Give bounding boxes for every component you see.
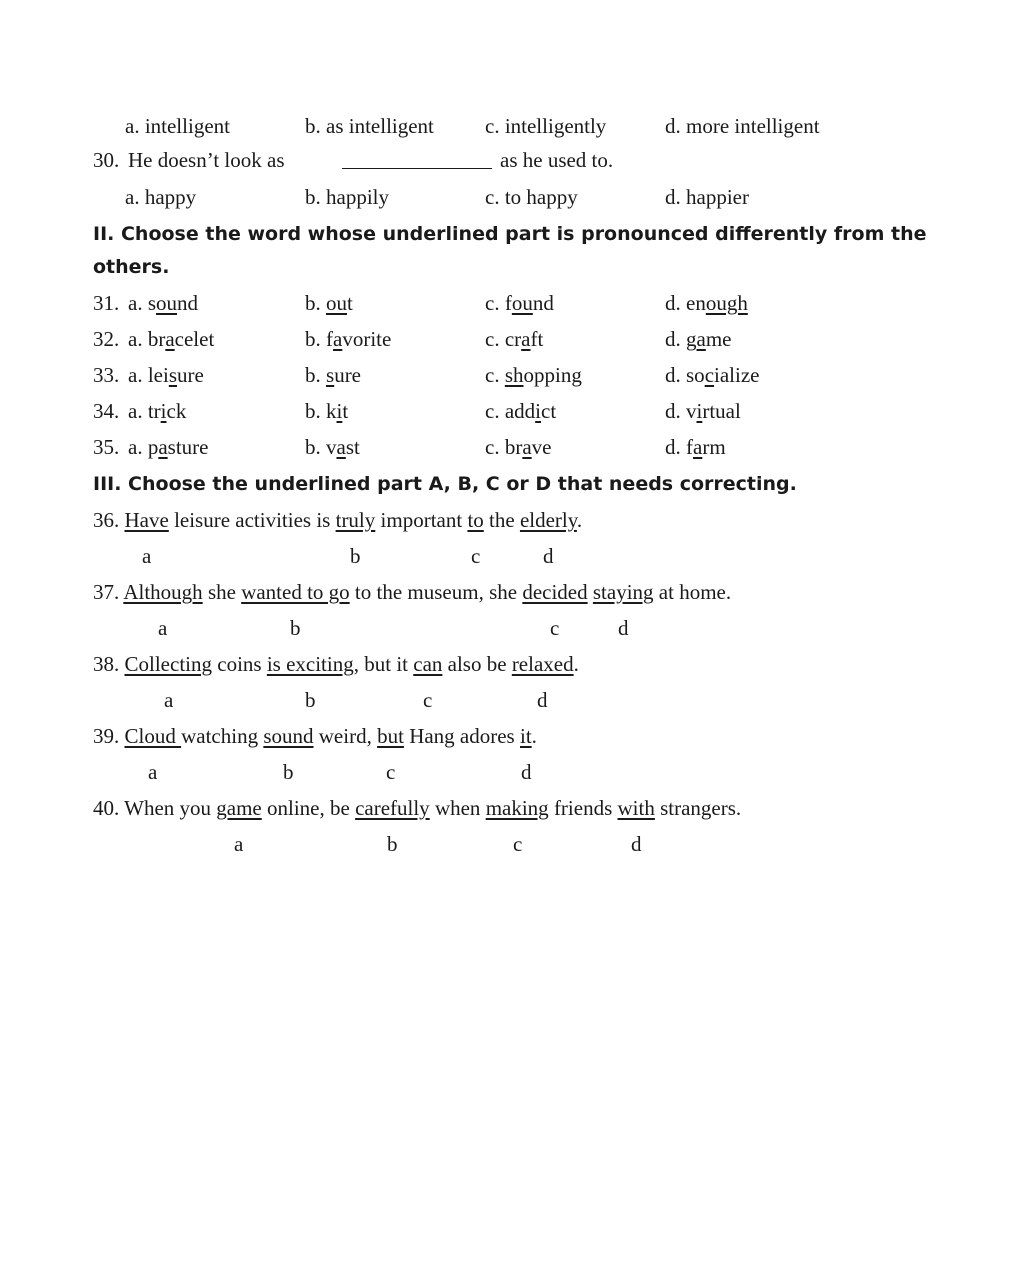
sentence-text: important <box>375 508 468 532</box>
answer-letter-a: a <box>142 544 152 568</box>
error-sentence <box>93 793 741 823</box>
underlined-part: carefully <box>355 796 430 820</box>
answer-letter-b: b <box>290 616 301 640</box>
option-a <box>128 432 208 462</box>
option-text: a. br <box>128 327 166 351</box>
sentence-text: online, be <box>261 796 356 820</box>
answer-letter-c: c <box>386 760 396 784</box>
option-text: b. <box>305 291 326 315</box>
underlined-part: ough <box>705 291 748 315</box>
sentence-text: 39. <box>93 724 125 748</box>
sentence-text: friends <box>548 796 618 820</box>
option-b <box>305 360 361 390</box>
q30-number: 30. <box>93 148 120 172</box>
option-text: b. v <box>305 435 337 459</box>
underlined-part: truly <box>335 508 376 532</box>
sentence-text: she <box>202 580 242 604</box>
q30-option-a: a. happy <box>125 185 197 209</box>
error-sentence <box>93 721 537 751</box>
option-text: d. so <box>665 363 705 387</box>
underlined-part: sh <box>504 363 524 387</box>
answer-letter-a: a <box>148 760 158 784</box>
underlined-part: Collecting <box>124 652 212 676</box>
q30-option-c: c. to happy <box>485 185 578 209</box>
option-text: b. <box>305 363 326 387</box>
option-text: ck <box>166 399 187 423</box>
option-d <box>665 288 748 318</box>
option-text: a. s <box>128 291 156 315</box>
option-d <box>665 432 726 462</box>
sentence-text: watching <box>181 724 264 748</box>
underlined-part: a <box>165 327 175 351</box>
sentence-text: strangers. <box>654 796 742 820</box>
option-b <box>305 288 353 318</box>
underlined-part: game <box>216 796 262 820</box>
q29-option-c: c. intelligently <box>485 114 607 138</box>
underlined-part: but <box>377 724 404 748</box>
option-text: vorite <box>342 327 392 351</box>
underlined-part: Cloud <box>124 724 182 748</box>
option-text: me <box>705 327 732 351</box>
option-text: rtual <box>702 399 741 423</box>
q30-option-d: d. happier <box>665 185 749 209</box>
option-text: a. lei <box>128 363 169 387</box>
q30-option-b: b. happily <box>305 185 389 209</box>
option-text: ve <box>531 435 552 459</box>
sentence-text: also be <box>442 652 512 676</box>
underlined-part: i <box>535 399 541 423</box>
sentence-text: the <box>483 508 520 532</box>
q30-text-after: as he used to. <box>500 148 614 172</box>
sentence-text: 38. <box>93 652 125 676</box>
underlined-part: to <box>467 508 484 532</box>
option-text: d. f <box>665 435 693 459</box>
underlined-part: staying <box>592 580 654 604</box>
option-text: c. <box>485 363 505 387</box>
underlined-part: sound <box>263 724 314 748</box>
q29-option-a: a. intelligent <box>125 114 230 138</box>
underlined-part: relaxed <box>511 652 574 676</box>
option-b <box>305 324 391 354</box>
option-text: nd <box>177 291 198 315</box>
underlined-part: s <box>168 363 177 387</box>
sentence-text: weird, <box>313 724 378 748</box>
section-2-heading-line1: II. Choose the word whose underlined part is pronounced differently from the <box>93 223 927 245</box>
underlined-part: s <box>326 363 335 387</box>
option-text: ct <box>541 399 557 423</box>
answer-letter-a: a <box>164 688 174 712</box>
option-c <box>485 360 582 390</box>
q30-text-before: He doesn’t look as <box>128 148 285 172</box>
sentence-text: . <box>573 652 579 676</box>
sentence-text: leisure activities is <box>168 508 336 532</box>
underlined-part: decided <box>522 580 588 604</box>
option-text: b. f <box>305 327 333 351</box>
section-3-heading: III. Choose the underlined part A, B, C or D that needs correcting. <box>93 473 797 495</box>
sentence-text: when <box>429 796 486 820</box>
option-text: ure <box>334 363 362 387</box>
underlined-part: Have <box>124 508 169 532</box>
option-text: st <box>345 435 360 459</box>
option-d <box>665 396 741 426</box>
q30-blank <box>342 145 500 175</box>
option-text: t <box>347 291 353 315</box>
sentence-text: to the museum, she <box>349 580 523 604</box>
underlined-part: i <box>696 399 703 423</box>
underlined-part: a <box>696 327 706 351</box>
underlined-part: with <box>617 796 655 820</box>
option-text: ialize <box>714 363 760 387</box>
q29-option-b: b. as intelligent <box>305 114 434 138</box>
underlined-part: c <box>704 363 715 387</box>
sentence-text: coins <box>212 652 267 676</box>
answer-letter-d: d <box>618 616 629 640</box>
underlined-part: a <box>521 327 531 351</box>
underlined-part: a <box>336 435 346 459</box>
underlined-part: making <box>485 796 549 820</box>
underlined-part: a <box>522 435 532 459</box>
answer-letter-b: b <box>387 832 398 856</box>
option-text: b. k <box>305 399 337 423</box>
answer-letter-d: d <box>521 760 532 784</box>
answer-letter-c: c <box>550 616 560 640</box>
underlined-part: ou <box>326 291 347 315</box>
question-number: 34. <box>93 399 120 423</box>
question-number: 33. <box>93 363 120 387</box>
option-b <box>305 432 360 462</box>
answer-letter-a: a <box>158 616 168 640</box>
sentence-text: . <box>531 724 537 748</box>
option-text: t <box>342 399 349 423</box>
option-c <box>485 432 551 462</box>
underlined-part: i <box>336 399 343 423</box>
option-a <box>128 288 198 318</box>
question-number: 35. <box>93 435 120 459</box>
option-d <box>665 360 759 390</box>
option-text: nd <box>532 291 554 315</box>
question-number: 32. <box>93 327 120 351</box>
underlined-part: it <box>519 724 532 748</box>
error-sentence <box>93 649 579 679</box>
option-text: d. en <box>665 291 706 315</box>
sentence-text: 40. When you <box>93 796 217 820</box>
answer-letter-b: b <box>283 760 294 784</box>
option-text: c. cr <box>485 327 522 351</box>
answer-letter-c: c <box>513 832 523 856</box>
option-text: celet <box>174 327 215 351</box>
sentence-text: 36. <box>93 508 125 532</box>
option-a <box>128 360 204 390</box>
answer-letter-c: c <box>471 544 481 568</box>
option-c <box>485 324 543 354</box>
sentence-text: at home. <box>653 580 732 604</box>
sentence-text: . <box>576 508 583 532</box>
option-text: ure <box>177 363 204 387</box>
underlined-part: can <box>413 652 443 676</box>
option-text: a. p <box>128 435 159 459</box>
answer-letter-d: d <box>631 832 642 856</box>
underlined-part: ou <box>156 291 177 315</box>
answer-letter-a: a <box>234 832 244 856</box>
underlined-part: a <box>158 435 168 459</box>
sentence-text: 37. <box>93 580 124 604</box>
option-a <box>128 396 186 426</box>
option-text: c. add <box>485 399 536 423</box>
underlined-part: a <box>333 327 343 351</box>
section-2-heading-line2: others. <box>93 256 170 278</box>
answer-letter-d: d <box>537 688 548 712</box>
sentence-text: , but it <box>353 652 414 676</box>
underlined-part: ou <box>511 291 533 315</box>
answer-letter-d: d <box>543 544 554 568</box>
answer-letter-b: b <box>350 544 361 568</box>
option-d <box>665 324 731 354</box>
option-text: d. v <box>665 399 697 423</box>
underlined-part: a <box>693 435 703 459</box>
option-text: c. f <box>485 291 512 315</box>
question-number: 31. <box>93 291 120 315</box>
option-text: sture <box>167 435 209 459</box>
option-text: opping <box>523 363 582 387</box>
answer-letter-c: c <box>423 688 433 712</box>
option-text: d. g <box>665 327 697 351</box>
answer-letter-b: b <box>305 688 316 712</box>
underlined-part: elderly <box>519 508 577 532</box>
underlined-part: Although <box>123 580 203 604</box>
underlined-part: wanted to go <box>241 580 350 604</box>
error-sentence <box>93 577 731 607</box>
option-text: ft <box>530 327 544 351</box>
q29-option-d: d. more intelligent <box>665 114 820 138</box>
option-c <box>485 288 554 318</box>
underlined-part: is exciting <box>266 652 354 676</box>
option-c <box>485 396 556 426</box>
underlined-part: i <box>160 399 167 423</box>
option-text: a. tr <box>128 399 161 423</box>
option-a <box>128 324 214 354</box>
option-text: c. br <box>485 435 523 459</box>
option-text: rm <box>702 435 726 459</box>
error-sentence <box>93 505 582 535</box>
option-b <box>305 396 348 426</box>
sentence-text: Hang adores <box>403 724 520 748</box>
